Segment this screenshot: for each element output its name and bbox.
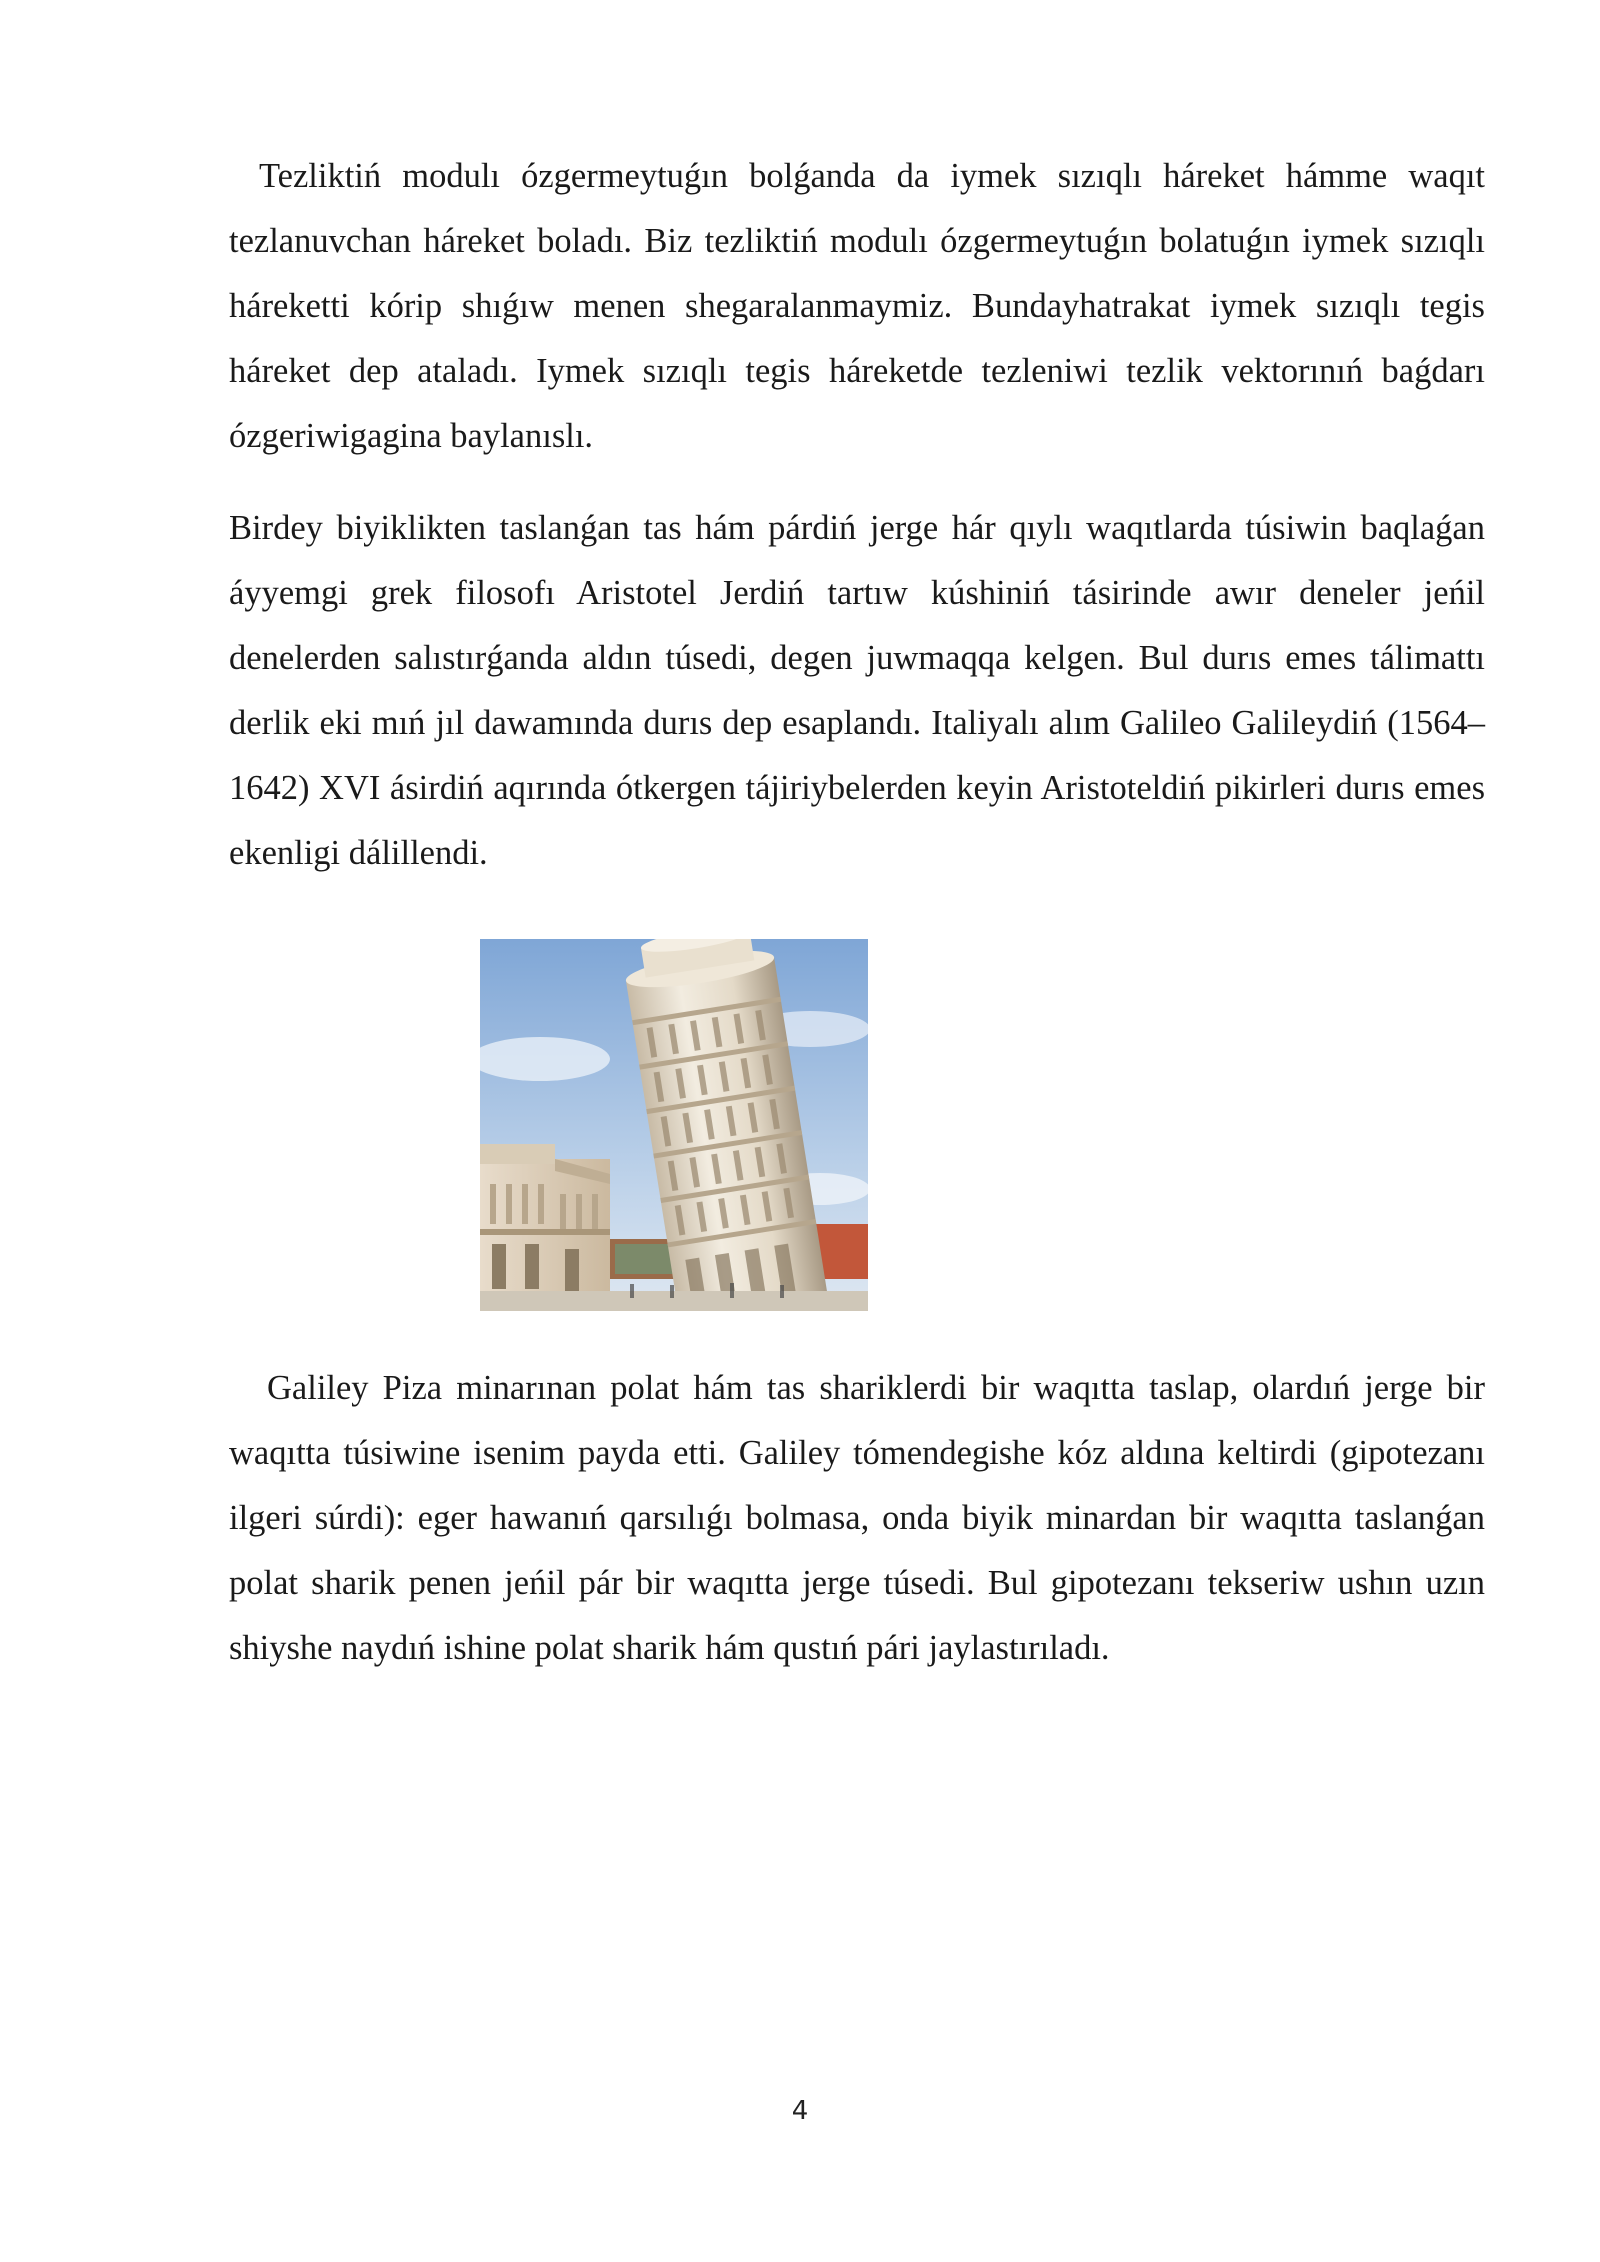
paragraph-curvilinear-motion: Tezliktiń modulı ózgermeytuǵın bolǵanda da iymek sızıqlı háreket hámme waqıt tezlanuvchan háreket boladı. Biz tezliktiń modulı ózgermeytuǵın bolatuǵın iymek sızıqlı hárekettі kórip shıǵıw menen shegaralanmaymiz. Bundayhatrakat iymek sızıqlı tegis háreket dep ataladı. Iymek sızıqlı tegis háreketde tezleniwi tezlik vektorınıń baǵdarı ózgeriwigagina baylanıslı. — [229, 157, 1485, 455]
page-number: 4 — [791, 2096, 809, 2126]
paragraph-galileo-experiment: Galiley Piza minarınan polat hám tas shariklerdi bir waqıtta taslap, olardıń jerge bir waqıtta túsiwine isenim payda etti. Galiley tómendegishe kóz aldına keltirdi (gipotezanı ilgeri súrdi): eger hawanıń qarsılıǵı bolmasa, onda biyik minardan bir waqıtta taslanǵan polat sharik penen jeńil pár bir waqıtta jerge túsedi. Bul gipotezanı tekseriw ushın uzın shiyshe naydıń ishine polat sharik hám qustıń pári jaylastırıladı. — [229, 1369, 1485, 1667]
leaning-tower-of-pisa-image — [480, 939, 868, 1311]
paragraph-aristotle-galileo: Birdey biyiklikten taslanǵan tas hám párdiń jerge hár qıylı waqıtlarda túsiwin baqlaǵan áyyemgi grek filosofı Aristotel Jerdiń tartıw kúshiniń tásirinde awır deneler jeńil denelerden salıstırǵanda aldın túsedi, degen juwmaqqa kelgen. Bul durıs emes tálimattı derlik eki mıń jıl dawamında durıs dep esaplandı. Italiyalı alım Galileo Galileydiń (1564–1642) XVI ásirdiń aqırında ótkergen tájiriybelerden keyin Aristoteldiń pikirleri durıs emes ekenligi dálillendi. — [229, 509, 1485, 872]
pisa-tower-photo — [480, 939, 868, 1311]
cathedral-shape — [480, 1144, 610, 1311]
